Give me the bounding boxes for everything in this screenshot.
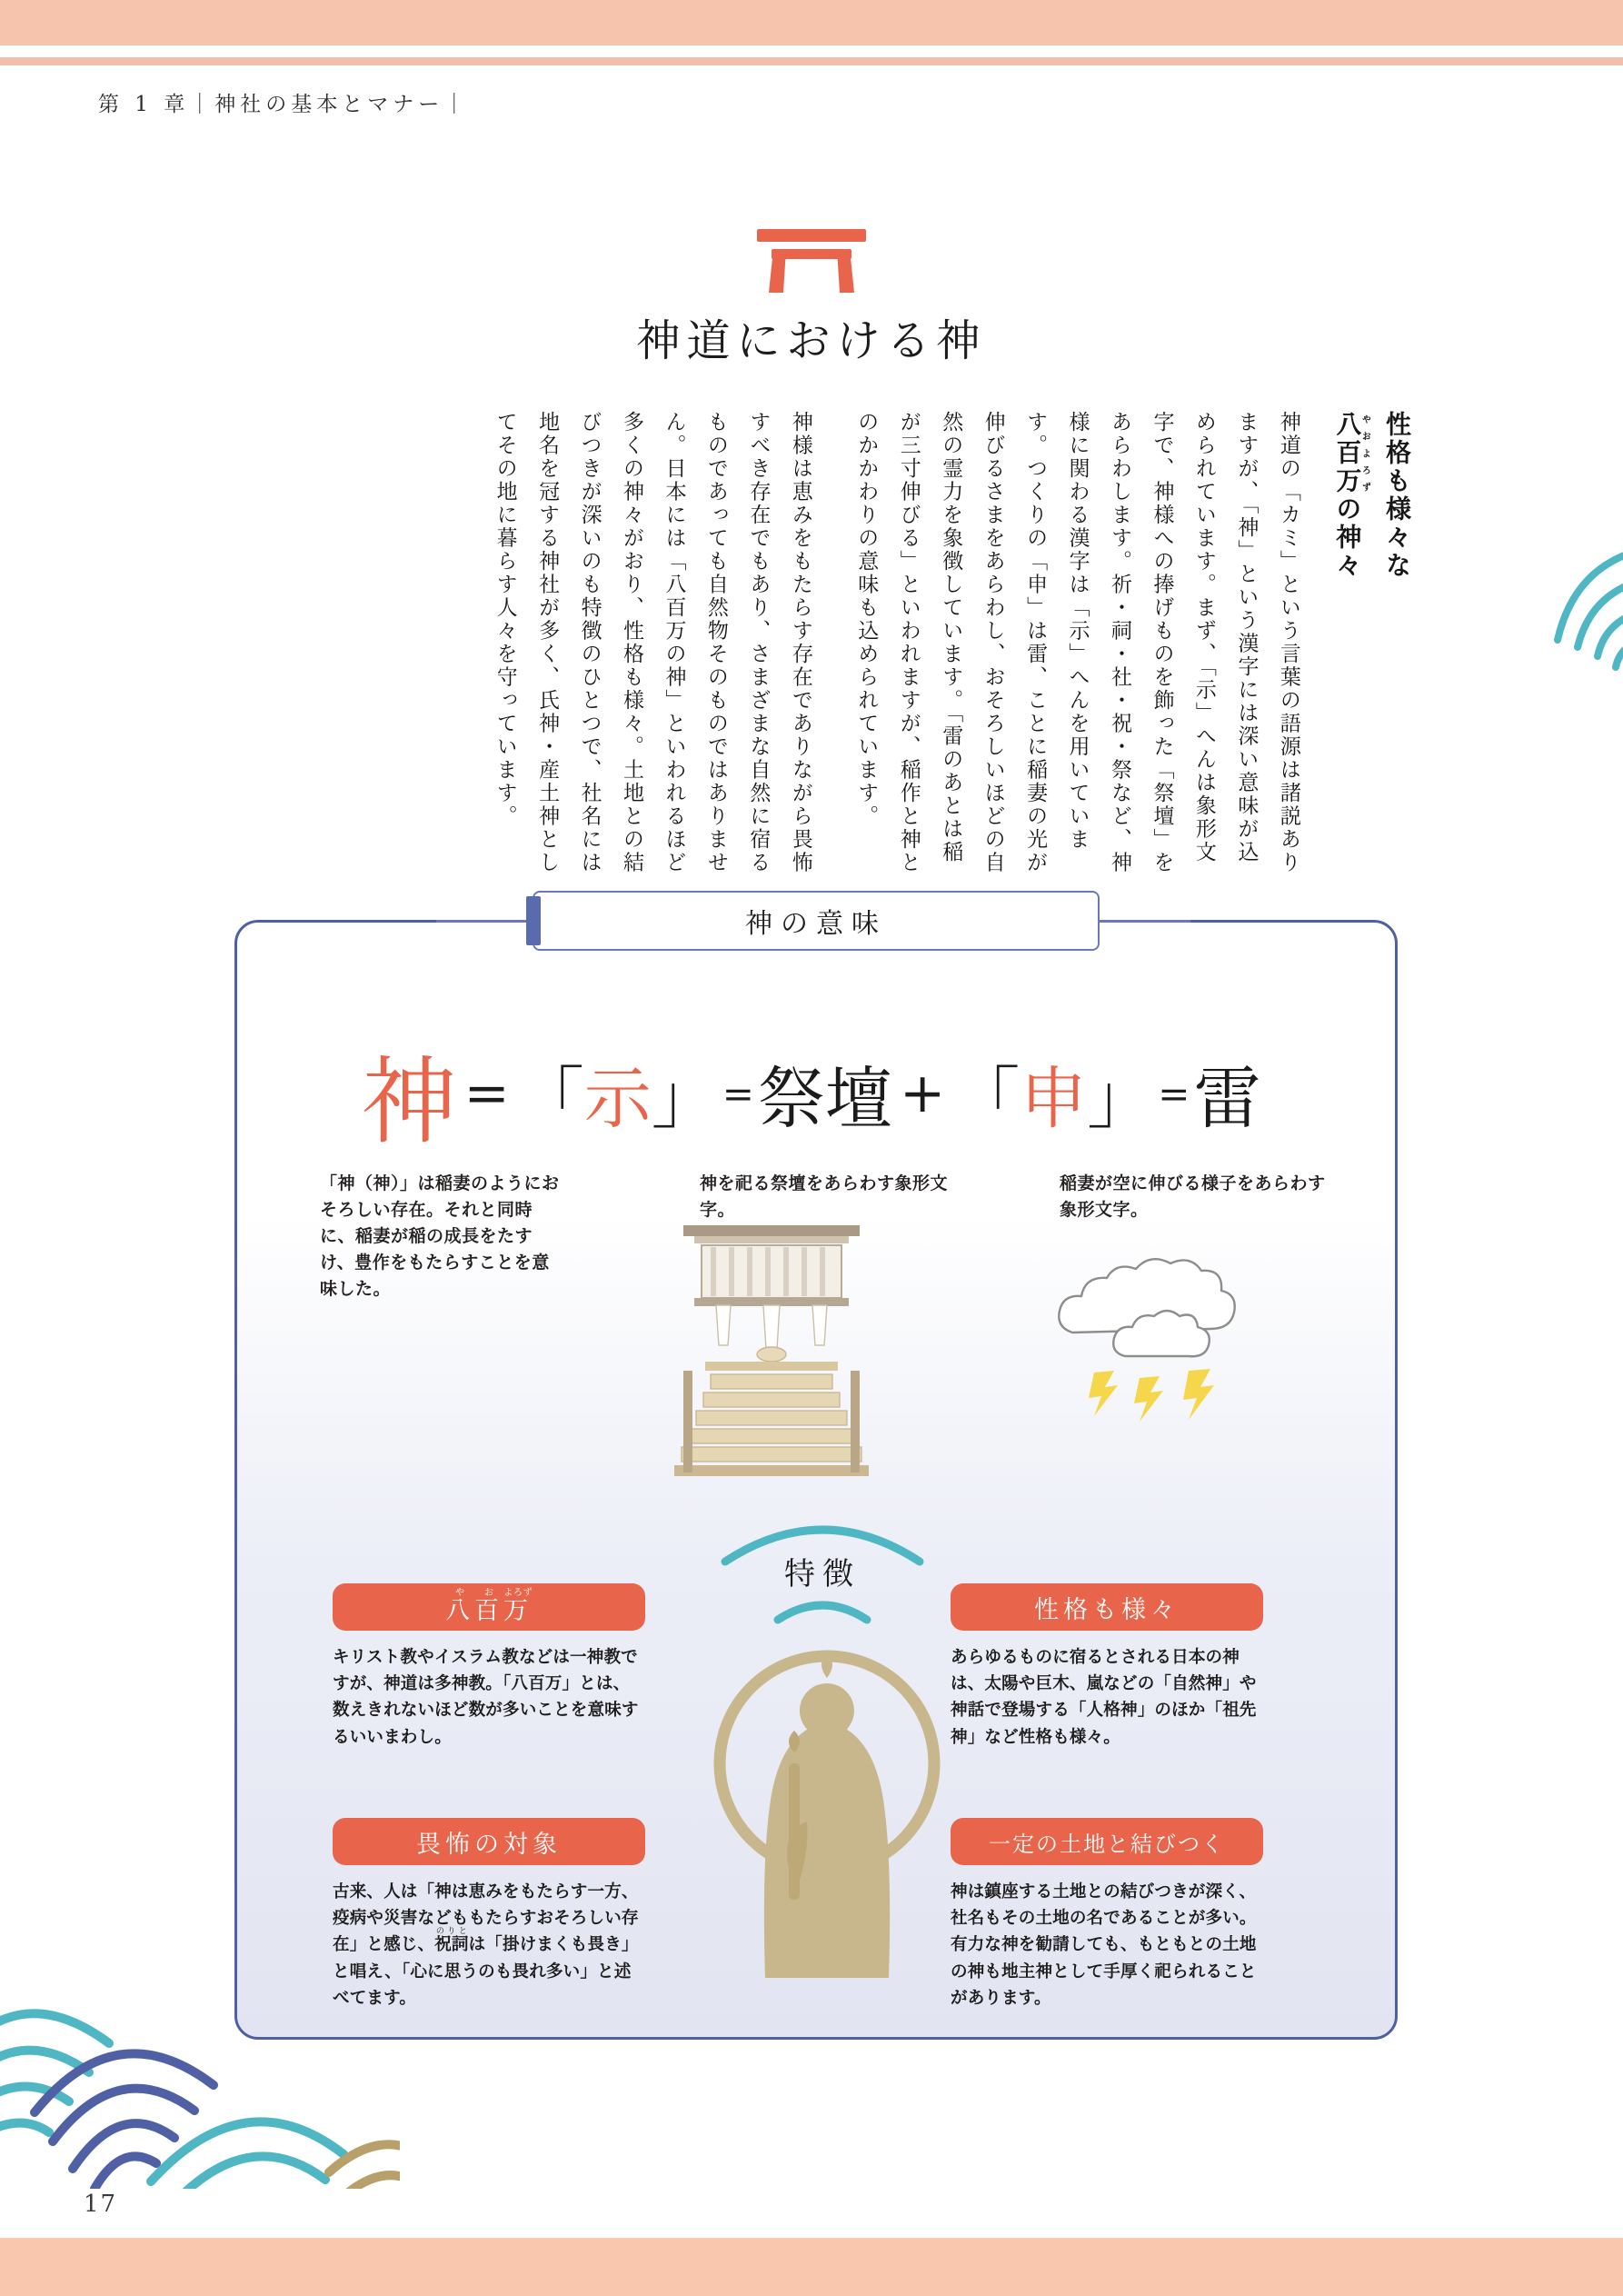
tab-connector-left [436, 920, 531, 923]
article-heading: 性格も様々な 八百万やおよろずの神々 [1332, 411, 1412, 580]
equation-term-kami: 神 [362, 1046, 457, 1157]
page-number: 17 [84, 2191, 118, 2218]
feature-body-ifu-pre: 古来、人は「神は恵みをもたらす一方、疫病や災害などももたらすおそろしい存在」と感じ、 [333, 1882, 639, 1955]
seigaiha-waves-bottom-left [0, 1916, 400, 2189]
norito-ruby: 祝詞のりと [434, 1927, 469, 1955]
shrine-altar-illustration [658, 1218, 885, 1491]
equation-term-saidan: 祭壇 [758, 1060, 892, 1138]
feature-body-tochi: 神は鎮座する土地との結びつきが深く、社名もその土地の名であることが多い。有力な神を勧請しても、もともとの土地の神も地主神として手厚く祀られることがあります。 [951, 1882, 1257, 2008]
top-peach-rule [0, 57, 1623, 65]
feature-chip-tochi: 一定の土地と結びつく [951, 1818, 1263, 1865]
caption-altar: 神を祀る祭壇をあらわす象形文字。 [700, 1173, 949, 1220]
tab-accent-bar [526, 896, 541, 945]
feature-block-yaoyorozu [333, 1583, 645, 1751]
equation-bracket-open-2: 「 [952, 1060, 1021, 1138]
equation-bracket-open-1: 「 [516, 1060, 584, 1138]
kanji-equation [0, 1025, 1623, 1162]
caption-kami: 「神（神）」は稲妻のようにおそろしい存在。それと同時に、稲妻が稲の成長をたすけ、豊作をもたらすことを意味した。 [320, 1173, 560, 1299]
article-paragraph-2: 神様は恵みをもたらす存在でありながら畏怖すべき存在でもあり、さまざまな自然に宿るものであっても自然物そのものではありません。日本には「八百万の神」といわれるほど多くの神々がおり、性格も様々。土地との結びつきが深いのも特徴のひとつで、社名には地名を冠する神社が多く、氏神・産土神としてその地に暮らす人々を守っています。 [493, 411, 812, 874]
bottom-peach-band [0, 2238, 1623, 2296]
feature-chip-seikaku: 性格も様々 [951, 1583, 1263, 1631]
panel-tab-label: 神の意味 [745, 908, 887, 940]
equation-plus: + [900, 1062, 946, 1125]
feature-chip-ifu: 畏怖の対象 [333, 1818, 645, 1865]
equation-equals-2: = [722, 1071, 754, 1116]
equation-term-shimesu: 示 [583, 1060, 652, 1138]
deity-silhouette-illustration [700, 1627, 954, 2009]
tab-connector-right [1096, 920, 1190, 923]
top-peach-band [0, 0, 1623, 45]
article-paragraph-1: 神道の「カミ」という言葉の語源は諸説ありますが、「神」という漢字には深い意味が込められています。まず、「示」へんは象形文字で、神様への捧げものを飾った「祭壇」をあらわします。祈・祠・社・祝・祭など、神様に関わる漢字は「示」へんを用いています。つくりの「申」は雷、ことに稲妻の光が伸びるさまをあらわし、おそろしいほどの自然の霊力を象徴しています。「雷のあとは稲が三寸伸びる」といわれますが、稲作と神とのかかわりの意味も込められています。 [854, 411, 1300, 874]
equation-bracket-close-2: 」 [1087, 1060, 1155, 1138]
equation-equals-3: = [1158, 1071, 1190, 1116]
panel-tab [533, 891, 1100, 951]
equation-bracket-close-1: 」 [651, 1060, 719, 1138]
seigaiha-waves-top-right [1530, 545, 1623, 682]
equation-term-shin: 申 [1020, 1060, 1088, 1138]
torii-gate-icon [748, 224, 875, 294]
equation-equals-1: = [463, 1062, 510, 1125]
equation-term-kaminari: 雷 [1193, 1060, 1261, 1138]
feature-chip-yaoyorozu: 八や百お万よろず [333, 1583, 645, 1631]
tokucho-badge [718, 1511, 927, 1627]
feature-block-tochi [951, 1818, 1263, 2011]
feature-body-seikaku: あらゆるものに宿るとされる日本の神は、太陽や巨木、嵐などの「自然神」や神話で登場する「人格神」のほか「祖先神」など性格も様々。 [951, 1648, 1257, 1747]
running-head: 第 1 章｜神社の基本とマナー｜ [98, 93, 470, 116]
page-title-block [0, 224, 1623, 368]
tokucho-label: 特徴 [784, 1556, 861, 1592]
article-body-vertical [134, 411, 1421, 883]
thundercloud-lightning-illustration [1038, 1245, 1274, 1472]
caption-lightning: 稲妻が空に伸びる様子をあらわす象形文字。 [1060, 1173, 1326, 1220]
feature-block-seikaku [951, 1583, 1263, 1751]
page-title: 神道における神 [636, 315, 987, 366]
feature-body-ifu-post: は「掛けまくも畏き」と唱え、「心に思うのも畏れ多い」と述べてます。 [333, 1935, 639, 2008]
feature-body-yaoyorozu: キリスト教やイスラム教などは一神教ですが、神道は多神教。「八百万」とは、数えきれないほど数が多いことを意味するいいまわし。 [333, 1648, 639, 1747]
